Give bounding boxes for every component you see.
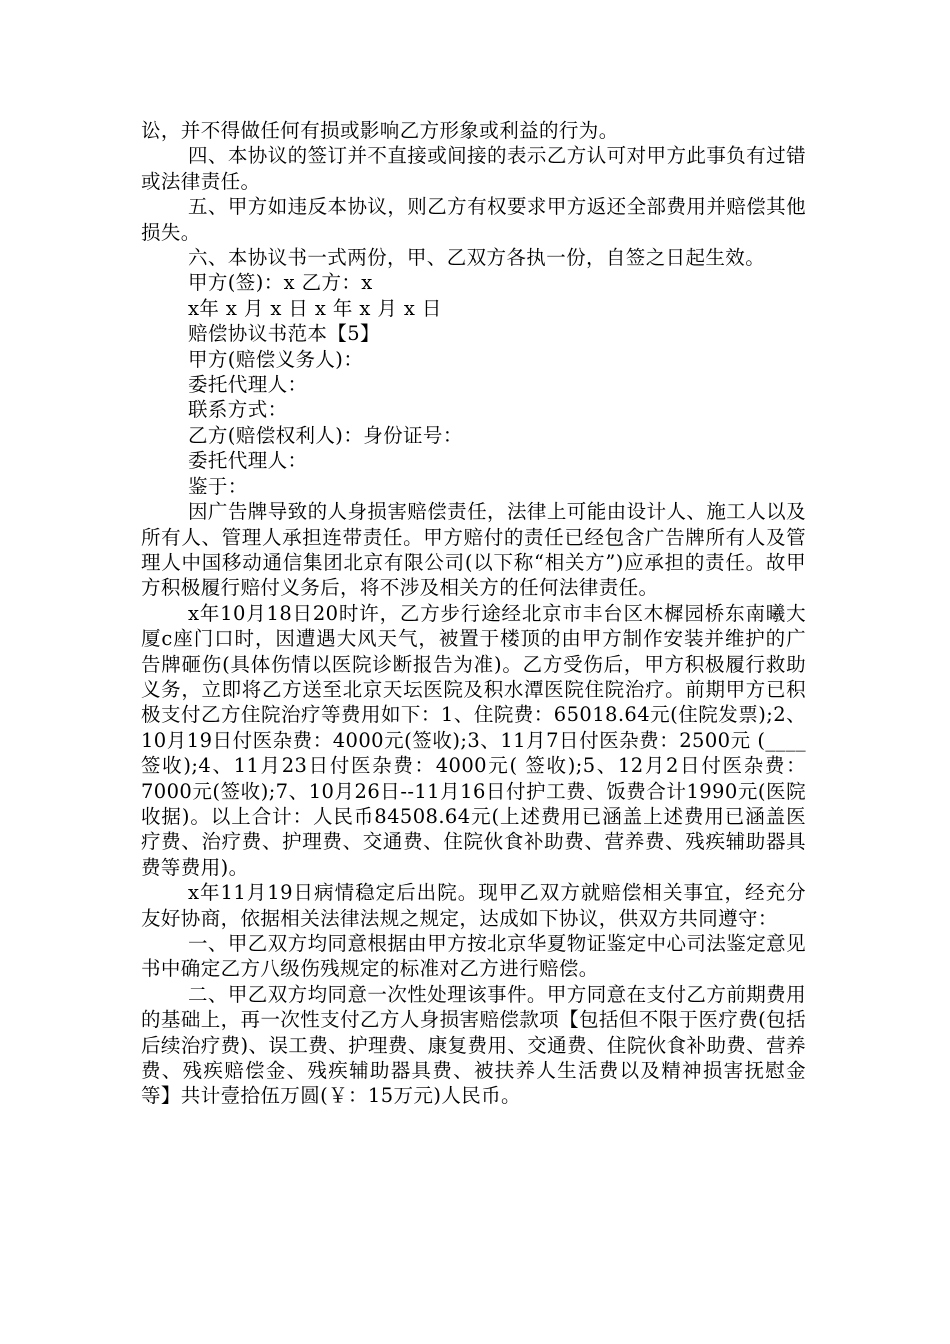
paragraph-clause-4: 四、本协议的签订并不直接或间接的表示乙方认可对甲方此事负有过错或法律责任。	[141, 144, 806, 193]
contact-line: 联系方式：	[188, 398, 288, 422]
paragraph-continuation: 讼，并不得做任何有损或影响乙方形象或利益的行为。	[141, 119, 619, 142]
paragraph-clause-5: 五、甲方如违反本协议，则乙方有权要求甲方返还全部费用并赔偿其他损失。	[141, 195, 806, 244]
paragraph-liability: 因广告牌导致的人身损害赔偿责任，法律上可能由设计人、施工人以及所有人、管理人承担连带责任。甲方赔付的责任已经包含广告牌所有人及管理人中国移动通信集团北京有限公司(以下称“相关方”)应承担的责任。故甲方积极履行赔付义务后，将不涉及相关方的任何法律责任。	[141, 500, 806, 600]
paragraph-incident: x年10月18日20时许，乙方步行途经北京市丰台区木樨园桥东南曦大厦c座门口时，因遭遇大风天气，被置于楼顶的由甲方制作安装并维护的广告牌砸伤(具体伤情以医院诊断报告为准)。乙方受伤后，甲方积极履行救助义务，立即将乙方送至北京天坛医院及积水潭医院住院治疗。前期甲方已积极支付乙方住院治疗等费用如下：1、住院费：65018.64元(住院发票);2、10月19日付医杂费：4000元(签收);3、11月7日付医杂费：2500元 (____签收);4、11月23日付医杂费：4000元( 签收);5、12月2日付医杂费：7000元(签收);7、10月26日--11月16日付护工费、饭费合计1990元(医院收据)。以上合计：人民币84508.64元(上述费用已涵盖上述费用已涵盖医疗费、治疗费、护理费、交通费、住院伙食补助费、营养费、残疾辅助器具费等费用)。	[141, 601, 806, 879]
paragraph-discharge: x年11月19日病情稳定后出院。现甲乙双方就赔偿相关事宜，经充分友好协商，依据相关法律法规之规定，达成如下协议，供双方共同遵守：	[141, 881, 806, 930]
whereas-line: 鉴于：	[188, 474, 248, 498]
paragraph-clause-6: 六、本协议书一式两份，甲、乙双方各执一份，自签之日起生效。	[188, 246, 766, 270]
party-a-line: 甲方(赔偿义务人)：	[188, 347, 364, 371]
party-b-line: 乙方(赔偿权利人)：身份证号：	[188, 423, 463, 447]
paragraph-agreement-1: 一、甲乙双方均同意根据由甲方按北京华夏物证鉴定中心司法鉴定意见书中确定乙方八级伤残规定的标准对乙方进行赔偿。	[141, 932, 806, 981]
date-line: x年 x 月 x 日 x 年 x 月 x 日	[188, 296, 442, 320]
agent-line-a: 委托代理人：	[188, 373, 308, 397]
section-heading: 赔偿协议书范本【5】	[188, 322, 380, 346]
signature-line: 甲方(签)：x 乙方：x	[188, 271, 373, 295]
agent-line-b: 委托代理人：	[188, 449, 308, 473]
paragraph-agreement-2: 二、甲乙双方均同意一次性处理该事件。甲方同意在支付乙方前期费用的基础上，再一次性支付乙方人身损害赔偿款项【包括但不限于医疗费(包括后续治疗费)、误工费、护理费、康复费用、交通费、住院伙食补助费、营养费、残疾赔偿金、残疾辅助器具费、被扶养人生活费以及精神损害抚慰金等】共计壹拾伍万圆(￥：15万元)人民币。	[141, 982, 806, 1108]
document-body	[141, 118, 806, 1109]
